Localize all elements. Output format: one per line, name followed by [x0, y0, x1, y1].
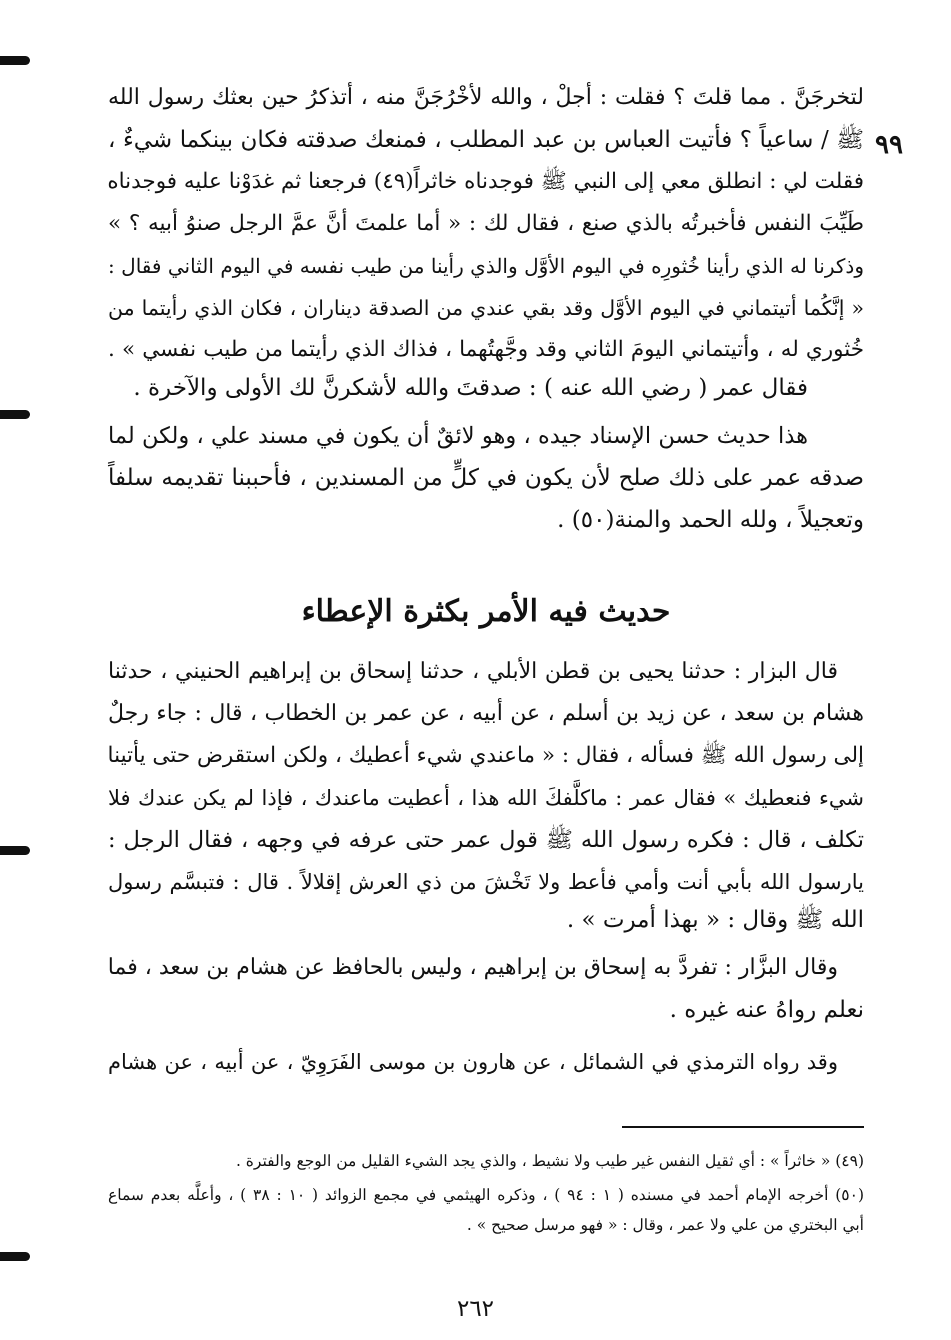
section-heading: حديث فيه الأمر بكثرة الإعطاء: [301, 594, 671, 629]
text-line: يارسول الله بأبي أنت وأمي فأعط ولا تَخْشَ من ذي العرش إقلالاً . قال : فتبسَّم رسول: [108, 870, 864, 894]
binding-mark: [0, 1252, 30, 1261]
margin-page-reference: ٩٩: [875, 130, 903, 160]
text-line: الله ﷺ وقال : « بهذا أمرت » .: [566, 907, 864, 933]
text-line: نعلم رواهُ عنه غيره .: [669, 997, 864, 1023]
text-line: وتعجيلاً ، ولله الحمد والمنة(٥٠) .: [557, 507, 864, 533]
text-line: طَيِّبَ النفس فأخبرتُه بالذي صنع ، فقال لك : « أما علمتَ أنَّ عمَّ الرجل صنوُ أبيه ؟ »: [108, 211, 864, 236]
footnote-divider: [622, 1126, 864, 1128]
page-number: ٢٦٢: [456, 1296, 495, 1322]
text-line: ﷺ / ساعياً ؟ فأتيت العباس بن عبد المطلب ، فمنعك صدقته فكان بينكما شيءٌ ،: [108, 127, 864, 153]
text-line: إلى رسول الله ﷺ فسأله ، فقال : « ماعندي شيء أعطيك ، ولكن استقرض حتى يأتينا: [107, 743, 864, 768]
text-line: فقلت لي : انطلق معي إلى النبي ﷺ فوجدناه خاثراً(٤٩) فرجعنا ثم غدَوْنا عليه فوجدناه: [107, 169, 864, 194]
text-line: تكلف ، قال : فكره رسول الله ﷺ قول عمر حتى عرفه في وجهه ، فقال الرجل :: [108, 827, 864, 853]
text-line: قال البزار : حدثنا يحيى بن قطن الأبلي ، حدثنا إسحاق بن إبراهيم الحنيني ، حدثنا: [108, 659, 838, 684]
text-line: لتخرجَنَّ . مما قلتَ ؟ فقلت : أجلْ ، والله لأخْرُجَنَّ منه ، أتذكرُ حين بعثك رسول الله: [108, 85, 864, 110]
text-line: شيء فنعطيك » فقال عمر : ماكلَّفكَ الله هذا ، أعطيت ماعندك ، فإذا لم يكن عندك فلا: [108, 786, 864, 810]
text-line: وقال البزَّار : تفردَّ به إسحاق بن إبراهيم ، وليس بالحافظ عن هشام بن سعد ، فما: [107, 955, 838, 980]
text-line: فقال عمر ( رضي الله عنه ) : صدقتَ والله لأشكرنَّ لك الأولى والآخرة .: [133, 375, 808, 401]
binding-mark: [0, 846, 30, 855]
footnote: (٤٩) « خاثراً » : أي ثقيل النفس غير طيب ولا نشيط ، والذي يجد الشيء القليل من الوجع والفترة .: [235, 1152, 864, 1170]
text-line: « إنَّكُما أتيتماني في اليوم الأوَّل وقد بقي عندي من الصدقة ديناران ، فكان الذي رأيتما من: [108, 296, 864, 320]
text-line: هذا حديث حسن الإسناد جيده ، وهو لائقٌ أن يكون في مسند علي ، ولكن لما: [108, 423, 808, 449]
binding-mark: [0, 56, 30, 65]
text-line: خُثوري له ، وأتيتماني اليومَ الثاني وقد وجَّهتُهما ، فذاك الذي رأيتما من طيب نفسي » .: [108, 337, 864, 362]
text-line: وذكرنا له الذي رأينا خُثورِه في اليوم الأوَّل والذي رأينا من طيب نفسه في اليوم الثاني فقال :: [108, 254, 864, 278]
binding-mark: [0, 410, 30, 419]
text-line: هشام بن سعد ، عن زيد بن أسلم ، عن أبيه ، عن عمر بن الخطاب ، قال : جاء رجلٌ: [108, 701, 864, 726]
text-line: صدقه عمر على ذلك صلح لأن يكون في كلٍّ من المسندين ، فأحببنا تقديمه سلفاً: [108, 465, 864, 491]
footnote: أبي البختري من علي ولا عمر ، وقال : « فهو مرسل صحيح » .: [466, 1216, 864, 1234]
footnote: (٥٠) أخرجه الإمام أحمد في مسنده ( ١ : ٩٤ ) ، وذكره الهيثمي في مجمع الزوائد ( ١٠ : ٣٨ ) ، وأعلَّه بعدم سماع: [108, 1186, 865, 1204]
text-line: وقد رواه الترمذي في الشمائل ، عن هارون بن موسى الفَرَوِيّ ، عن أبيه ، عن هشام: [108, 1050, 838, 1074]
